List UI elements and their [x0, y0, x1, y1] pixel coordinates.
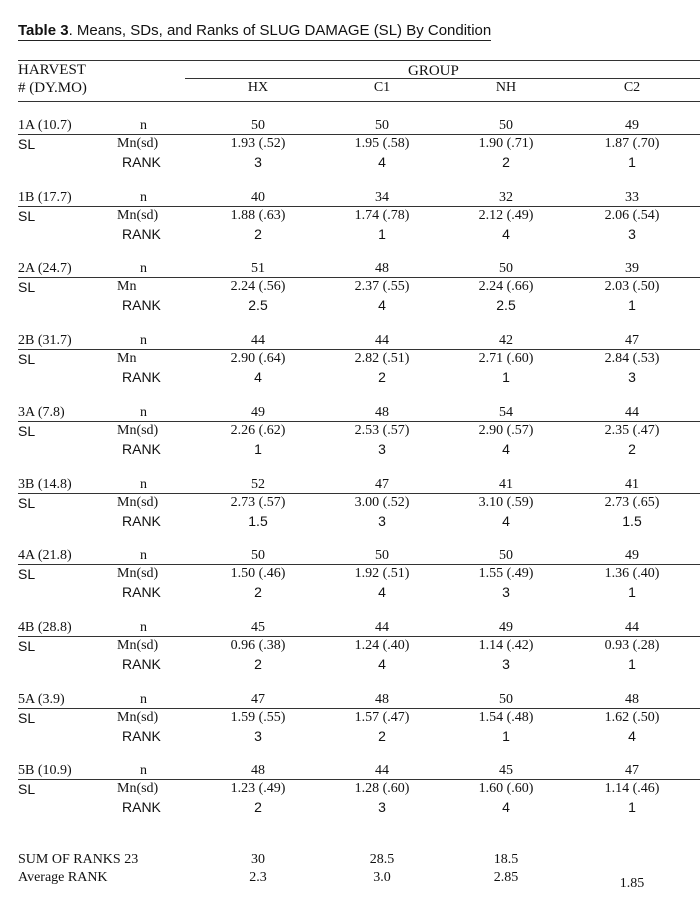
rank-value: 3 [628, 369, 636, 385]
mean-sd-value: 1.57 (.47) [354, 710, 410, 725]
rank-value: 1 [254, 441, 262, 457]
rank-label: RANK [122, 513, 161, 529]
n-label: n [140, 763, 147, 778]
rank-value: 3 [254, 728, 262, 744]
rank-value: 3 [502, 656, 510, 672]
mean-sd-value: 1.95 (.58) [354, 136, 410, 151]
mean-label: Mn(sd) [117, 710, 159, 725]
rank-value: 3 [254, 154, 262, 170]
column-header: C1 [373, 80, 391, 95]
column-header: NH [495, 80, 517, 95]
n-value: 44 [375, 763, 389, 778]
column-header: HX [247, 80, 269, 95]
n-label: n [140, 118, 147, 133]
mean-sd-value: 1.24 (.40) [354, 638, 410, 653]
n-value: 47 [251, 692, 265, 707]
mean-sd-value: 2.35 (.47) [604, 423, 660, 438]
mean-sd-value: 1.87 (.70) [604, 136, 660, 151]
block-rule [18, 421, 700, 422]
rank-value: 1.5 [622, 513, 642, 529]
mean-sd-value: 1.59 (.55) [230, 710, 286, 725]
mean-label: Mn(sd) [117, 638, 159, 653]
n-value: 44 [375, 333, 389, 348]
mean-sd-value: 1.54 (.48) [478, 710, 534, 725]
rank-value: 2 [254, 226, 262, 242]
rank-value: 4 [628, 728, 636, 744]
n-value: 54 [499, 405, 513, 420]
n-value: 49 [499, 620, 513, 635]
mean-sd-value: 2.90 (.64) [230, 351, 286, 366]
n-value: 45 [499, 763, 513, 778]
rank-value: 3 [378, 513, 386, 529]
rank-label: RANK [122, 297, 161, 313]
mean-sd-value: 2.24 (.56) [230, 279, 286, 294]
variable-label: SL [18, 781, 36, 797]
variable-label: SL [18, 495, 36, 511]
mean-sd-value: 1.93 (.52) [230, 136, 286, 151]
variable-label: SL [18, 566, 36, 582]
harvest-label: 2A (24.7) [18, 261, 72, 276]
block-rule [18, 636, 700, 637]
block-rule [18, 277, 700, 278]
variable-label: SL [18, 136, 36, 152]
block-rule [18, 493, 700, 494]
rank-value: 1 [628, 297, 636, 313]
mean-label: Mn [117, 351, 137, 366]
n-value: 39 [625, 261, 639, 276]
n-value: 52 [251, 477, 265, 492]
rank-value: 4 [378, 154, 386, 170]
rank-value: 2 [254, 799, 262, 815]
mean-sd-value: 2.84 (.53) [604, 351, 660, 366]
block-rule [18, 349, 700, 350]
rank-value: 3 [378, 441, 386, 457]
rank-label: RANK [122, 154, 161, 170]
n-value: 50 [499, 261, 513, 276]
mean-label: Mn(sd) [117, 136, 159, 151]
mean-sd-value: 2.71 (.60) [478, 351, 534, 366]
mean-sd-value: 3.00 (.52) [354, 495, 410, 510]
mean-label: Mn(sd) [117, 208, 159, 223]
n-value: 48 [375, 692, 389, 707]
mean-label: Mn [117, 279, 137, 294]
sum-of-ranks-value: 18.5 [493, 852, 519, 867]
block-rule [18, 564, 700, 565]
mean-sd-value: 2.12 (.49) [478, 208, 534, 223]
sum-of-ranks-label: SUM OF RANKS 23 [18, 852, 139, 867]
mean-sd-value: 2.73 (.65) [604, 495, 660, 510]
mean-sd-value: 1.14 (.46) [604, 781, 660, 796]
n-value: 48 [251, 763, 265, 778]
n-value: 41 [499, 477, 513, 492]
mean-sd-value: 2.03 (.50) [604, 279, 660, 294]
n-value: 50 [251, 548, 265, 563]
mean-sd-value: 1.55 (.49) [478, 566, 534, 581]
block-rule [18, 206, 700, 207]
rank-label: RANK [122, 226, 161, 242]
mean-sd-value: 1.28 (.60) [354, 781, 410, 796]
variable-label: SL [18, 351, 36, 367]
block-rule [18, 134, 700, 135]
n-label: n [140, 190, 147, 205]
mean-sd-value: 2.53 (.57) [354, 423, 410, 438]
variable-label: SL [18, 208, 36, 224]
rank-value: 2 [378, 728, 386, 744]
rank-value: 1 [502, 369, 510, 385]
group-label: GROUP [408, 63, 459, 79]
table-title [18, 22, 491, 41]
rank-value: 1 [628, 584, 636, 600]
mean-sd-value: 1.50 (.46) [230, 566, 286, 581]
mean-sd-value: 1.92 (.51) [354, 566, 410, 581]
variable-label: SL [18, 279, 36, 295]
harvest-label: 4B (28.8) [18, 620, 72, 635]
n-value: 50 [499, 118, 513, 133]
n-value: 45 [251, 620, 265, 635]
rank-value: 3 [378, 799, 386, 815]
n-value: 40 [251, 190, 265, 205]
rank-value: 2 [378, 369, 386, 385]
mean-sd-value: 1.14 (.42) [478, 638, 534, 653]
n-label: n [140, 620, 147, 635]
average-rank-value: 1.85 [619, 876, 645, 891]
harvest-label: 4A (21.8) [18, 548, 72, 563]
n-value: 49 [251, 405, 265, 420]
harvest-label: 5A (3.9) [18, 692, 65, 707]
harvest-label: 3A (7.8) [18, 405, 65, 420]
harvest-label: 1A (10.7) [18, 118, 72, 133]
rank-value: 4 [378, 656, 386, 672]
n-value: 32 [499, 190, 513, 205]
n-value: 48 [375, 405, 389, 420]
sum-of-ranks-value: 28.5 [369, 852, 395, 867]
n-label: n [140, 261, 147, 276]
rank-value: 3 [502, 584, 510, 600]
rank-value: 4 [502, 799, 510, 815]
n-value: 50 [375, 548, 389, 563]
harvest-label: 3B (14.8) [18, 477, 72, 492]
mean-sd-value: 1.36 (.40) [604, 566, 660, 581]
rank-value: 4 [378, 297, 386, 313]
rank-label: RANK [122, 369, 161, 385]
n-value: 49 [625, 118, 639, 133]
rank-value: 2.5 [248, 297, 268, 313]
rank-value: 4 [502, 513, 510, 529]
average-rank-value: 3.0 [373, 870, 391, 885]
rank-value: 2 [628, 441, 636, 457]
table-title-rest: . Means, SDs, and Ranks of SLUG DAMAGE (SL) By Condition [68, 22, 492, 39]
mean-sd-value: 0.96 (.38) [230, 638, 286, 653]
n-value: 34 [375, 190, 389, 205]
block-rule [18, 708, 700, 709]
table-title-prefix: Table 3 [18, 22, 69, 39]
variable-label: SL [18, 638, 36, 654]
mean-sd-value: 0.93 (.28) [604, 638, 660, 653]
n-value: 41 [625, 477, 639, 492]
average-rank-value: 2.85 [493, 870, 519, 885]
mean-label: Mn(sd) [117, 781, 159, 796]
n-value: 47 [625, 763, 639, 778]
rank-value: 2.5 [496, 297, 516, 313]
rank-value: 4 [502, 226, 510, 242]
n-value: 42 [499, 333, 513, 348]
n-value: 50 [251, 118, 265, 133]
block-rule [18, 779, 700, 780]
n-value: 50 [499, 548, 513, 563]
mean-label: Mn(sd) [117, 423, 159, 438]
rank-value: 2 [502, 154, 510, 170]
rank-label: RANK [122, 584, 161, 600]
mean-sd-value: 2.24 (.66) [478, 279, 534, 294]
n-label: n [140, 548, 147, 563]
variable-label: SL [18, 710, 36, 726]
n-value: 50 [499, 692, 513, 707]
mean-sd-value: 2.06 (.54) [604, 208, 660, 223]
harvest-label: 5B (10.9) [18, 763, 72, 778]
rank-value: 4 [378, 584, 386, 600]
n-label: n [140, 692, 147, 707]
rank-value: 1 [378, 226, 386, 242]
harvest-label-2: # (DY.MO) [18, 80, 87, 96]
n-value: 44 [625, 620, 639, 635]
column-header: C2 [623, 80, 641, 95]
harvest-label: 2B (31.7) [18, 333, 72, 348]
mean-label: Mn(sd) [117, 566, 159, 581]
rank-value: 1 [628, 154, 636, 170]
n-label: n [140, 477, 147, 492]
mean-sd-value: 2.90 (.57) [478, 423, 534, 438]
mean-sd-value: 1.74 (.78) [354, 208, 410, 223]
rank-label: RANK [122, 441, 161, 457]
rank-label: RANK [122, 728, 161, 744]
mean-sd-value: 2.26 (.62) [230, 423, 286, 438]
average-rank-value: 2.3 [249, 870, 267, 885]
rank-value: 3 [628, 226, 636, 242]
n-value: 48 [375, 261, 389, 276]
n-label: n [140, 333, 147, 348]
average-rank-label: Average RANK [18, 870, 108, 885]
mean-sd-value: 1.23 (.49) [230, 781, 286, 796]
n-value: 44 [625, 405, 639, 420]
n-value: 51 [251, 261, 265, 276]
rank-value: 2 [254, 584, 262, 600]
rank-value: 4 [502, 441, 510, 457]
mean-sd-value: 1.62 (.50) [604, 710, 660, 725]
n-value: 47 [375, 477, 389, 492]
mean-sd-value: 2.73 (.57) [230, 495, 286, 510]
n-value: 33 [625, 190, 639, 205]
n-value: 48 [625, 692, 639, 707]
rank-value: 4 [254, 369, 262, 385]
rank-label: RANK [122, 656, 161, 672]
rank-value: 1 [628, 799, 636, 815]
mean-sd-value: 1.60 (.60) [478, 781, 534, 796]
n-value: 44 [375, 620, 389, 635]
harvest-label: 1B (17.7) [18, 190, 72, 205]
mean-label: Mn(sd) [117, 495, 159, 510]
group-underline [185, 78, 700, 79]
n-value: 49 [625, 548, 639, 563]
n-value: 47 [625, 333, 639, 348]
n-label: n [140, 405, 147, 420]
variable-label: SL [18, 423, 36, 439]
rank-value: 1 [502, 728, 510, 744]
rank-label: RANK [122, 799, 161, 815]
rank-value: 2 [254, 656, 262, 672]
header-bottom-rule [18, 101, 700, 102]
mean-sd-value: 1.90 (.71) [478, 136, 534, 151]
rank-value: 1.5 [248, 513, 268, 529]
rank-value: 1 [628, 656, 636, 672]
mean-sd-value: 2.37 (.55) [354, 279, 410, 294]
header-top-rule [18, 60, 700, 61]
harvest-label-1: HARVEST [18, 62, 86, 78]
n-value: 50 [375, 118, 389, 133]
sum-of-ranks-value: 30 [251, 852, 265, 867]
mean-sd-value: 1.88 (.63) [230, 208, 286, 223]
mean-sd-value: 3.10 (.59) [478, 495, 534, 510]
mean-sd-value: 2.82 (.51) [354, 351, 410, 366]
n-value: 44 [251, 333, 265, 348]
